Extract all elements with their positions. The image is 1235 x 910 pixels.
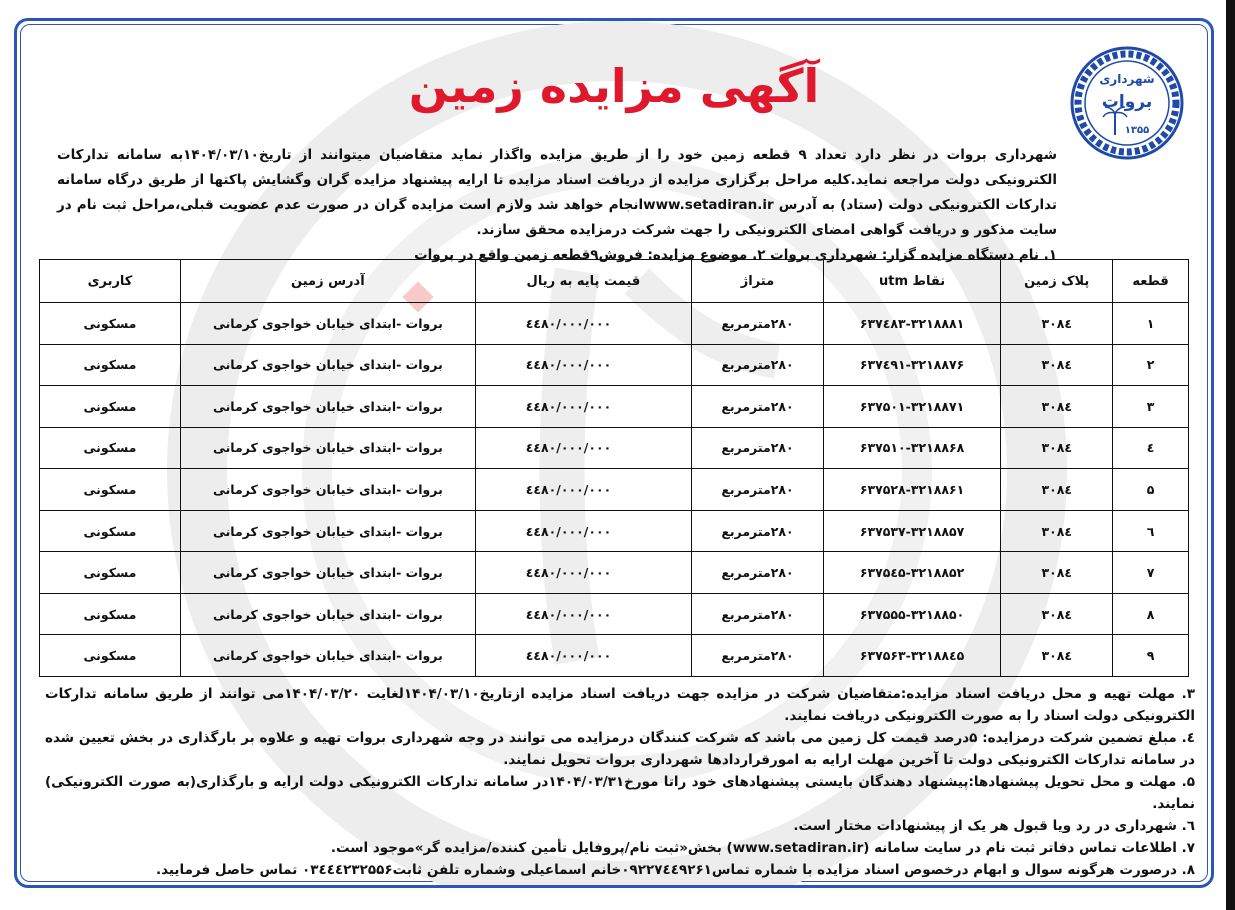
notes-section: [45, 683, 1195, 881]
cell-address: بروات -ابتدای خیابان خواجوی کرمانی: [180, 469, 475, 511]
cell-piece: ۵: [1113, 469, 1189, 511]
cell-utm: ۶۳۷۵۲۸-۳۲۱۸۸۶۱: [823, 469, 1000, 511]
table-row: [40, 552, 1189, 594]
cell-piece: ٦: [1113, 510, 1189, 552]
cell-usage: مسکونی: [40, 386, 181, 428]
header-utm: نقاط utm: [823, 260, 1000, 303]
cell-plaque: ۳۰۸٤: [1001, 635, 1113, 677]
cell-area: ۲۸۰مترمربع: [692, 469, 824, 511]
cell-usage: مسکونی: [40, 510, 181, 552]
land-table-container: [39, 259, 1189, 677]
cell-usage: مسکونی: [40, 344, 181, 386]
cell-plaque: ۳۰۸٤: [1001, 469, 1113, 511]
table-row: [40, 386, 1189, 428]
header-plaque: پلاک زمین: [1001, 260, 1113, 303]
table-row: [40, 635, 1189, 677]
note-item: ۵. مهلت و محل تحویل پیشنهادها:پیشنهاد دهندگان بایستی پیشنهادهای خود راتا مورخ۱۴۰۴/۰۳/۳۱در سامانه تدارکات الکترونیکی دولت ارایه و بارگذاری(به صورت الکترونیکی) نمایند.: [45, 774, 1195, 812]
cell-utm: ۶۳۷۵۱۰-۳۲۱۸۸۶۸: [823, 427, 1000, 469]
cell-piece: ۷: [1113, 552, 1189, 594]
cell-plaque: ۳۰۸٤: [1001, 303, 1113, 345]
notice-frame: [14, 18, 1214, 888]
cell-piece: ۲: [1113, 344, 1189, 386]
cell-price: ٤٤۸۰/۰۰۰/۰۰۰: [475, 427, 691, 469]
cell-plaque: ۳۰۸٤: [1001, 552, 1113, 594]
table-row: [40, 344, 1189, 386]
table-row: [40, 593, 1189, 635]
note-item: ۸. درصورت هرگونه سوال و ابهام درخصوص اسناد مزایده با شماره تماس۰۹۲۲۷٤٤۹۲۶۱خانم اسماعیلی وشماره تلفن ثابت۰۳٤٤٤۲۳۲۵۵۶ تماس حاصل فرمایید.: [156, 862, 1195, 878]
cell-address: بروات -ابتدای خیابان خواجوی کرمانی: [180, 427, 475, 469]
cell-price: ٤٤۸۰/۰۰۰/۰۰۰: [475, 386, 691, 428]
cell-price: ٤٤۸۰/۰۰۰/۰۰۰: [475, 593, 691, 635]
cell-plaque: ۳۰۸٤: [1001, 427, 1113, 469]
note-item: ٤. مبلغ تضمین شرکت درمزایده: ۵درصد قیمت کل زمین می باشد که شرکت کنندگان درمزایده می توانند در وجه شهرداری بروات تهیه و علاوه بر بارگذاری در بخش تعیین شده در سامانه تدارکات الکترونیکی دولت تا آخرین مهلت ارایه به امورقراردادها شهرداری بروات تحویل نمایند.: [45, 730, 1195, 768]
cell-price: ٤٤۸۰/۰۰۰/۰۰۰: [475, 469, 691, 511]
cell-price: ٤٤۸۰/۰۰۰/۰۰۰: [475, 635, 691, 677]
intro-paragraph: شهرداری بروات در نظر دارد تعداد ۹ قطعه زمین خود را از طریق مزایده واگذار نماید متقاضیان میتوانند از تاریخ۱۴۰۴/۰۳/۱۰به سامانه تدارکات الکترونیکی دولت مراجعه نماید.کلیه مراحل برگزاری مزایده از دریافت اسناد مزایده تا ارایه پیشنهاد مزایده گران وگشایش پاکتها از طریق درگاه سامانه تدارکات الکترونیکی دولت (ستاد) به آدرس www.setadiran.irانجام خواهد شد ولازم است مزایده گران در صورت عدم عضویت قبلی،مراحل ثبت نام در سایت مذکور و دریافت گواهی امضای الکترونیکی را جهت شرکت درمزایده محقق سازند.: [57, 147, 1058, 238]
table-row: [40, 510, 1189, 552]
cell-address: بروات -ابتدای خیابان خواجوی کرمانی: [180, 552, 475, 594]
cell-area: ۲۸۰مترمربع: [692, 386, 824, 428]
cell-area: ۲۸۰مترمربع: [692, 510, 824, 552]
logo-year-text: ۱۳۵۵: [1124, 125, 1150, 136]
page-edge-mark: [1226, 0, 1235, 910]
cell-piece: ۹: [1113, 635, 1189, 677]
cell-usage: مسکونی: [40, 427, 181, 469]
header-address: آدرس زمین: [180, 260, 475, 303]
cell-plaque: ۳۰۸٤: [1001, 386, 1113, 428]
cell-address: بروات -ابتدای خیابان خواجوی کرمانی: [180, 635, 475, 677]
cell-area: ۲۸۰مترمربع: [692, 593, 824, 635]
cell-utm: ۶۳۷٤۹۱-۳۲۱۸۸۷۶: [823, 344, 1000, 386]
cell-price: ٤٤۸۰/۰۰۰/۰۰۰: [475, 552, 691, 594]
table-row: [40, 303, 1189, 345]
cell-address: بروات -ابتدای خیابان خواجوی کرمانی: [180, 303, 475, 345]
cell-piece: ٤: [1113, 427, 1189, 469]
cell-piece: ۸: [1113, 593, 1189, 635]
cell-piece: ۱: [1113, 303, 1189, 345]
intro-paragraph: ۱. نام دستگاه مزایده گزار: شهرداری بروات ۲. موضوع مزایده: فروش۹قطعه زمین واقع در بروات: [414, 247, 1057, 263]
cell-area: ۲۸۰مترمربع: [692, 552, 824, 594]
cell-price: ٤٤۸۰/۰۰۰/۰۰۰: [475, 303, 691, 345]
cell-area: ۲۸۰مترمربع: [692, 344, 824, 386]
note-item: ۳. مهلت تهیه و محل دریافت اسناد مزایده:متقاضیان شرکت در مزایده جهت دریافت اسناد مزایده ازتاریخ۱۴۰۴/۰۳/۱۰لغایت ۱۴۰۴/۰۳/۲۰می توانند از طریق سامانه تدارکات الکترونیکی دولت اسناد را به صورت الکترونیکی دریافت نمایند.: [45, 686, 1195, 724]
cell-piece: ۳: [1113, 386, 1189, 428]
cell-utm: ۶۳۷٤۸۳-۳۲۱۸۸۸۱: [823, 303, 1000, 345]
cell-area: ۲۸۰مترمربع: [692, 635, 824, 677]
cell-plaque: ۳۰۸٤: [1001, 510, 1113, 552]
cell-price: ٤٤۸۰/۰۰۰/۰۰۰: [475, 510, 691, 552]
cell-usage: مسکونی: [40, 635, 181, 677]
table-row: [40, 469, 1189, 511]
cell-utm: ۶۳۷۵۵۵-۳۲۱۸۸۵۰: [823, 593, 1000, 635]
cell-address: بروات -ابتدای خیابان خواجوی کرمانی: [180, 510, 475, 552]
cell-utm: ۶۳۷۵۶۳-۳۲۱۸۸٤۵: [823, 635, 1000, 677]
cell-utm: ۶۳۷۵٤۵-۳۲۱۸۸۵۲: [823, 552, 1000, 594]
cell-address: بروات -ابتدای خیابان خواجوی کرمانی: [180, 593, 475, 635]
land-table: [39, 259, 1189, 677]
table-header-row: [40, 260, 1189, 303]
note-item: ٦. شهرداری در رد ویا قبول هر یک از پیشنهادات مختار است.: [793, 818, 1195, 834]
note-item: ۷. اطلاعات تماس دفاتر ثبت نام در سایت سامانه (www.setadiran.ir) بخش«ثبت نام/پروفایل تأمین کننده/مزایده گر»موجود است.: [330, 840, 1195, 856]
header-area: متراژ: [692, 260, 824, 303]
header-piece: قطعه: [1113, 260, 1189, 303]
cell-usage: مسکونی: [40, 552, 181, 594]
cell-utm: ۶۳۷۵۰۱-۳۲۱۸۸۷۱: [823, 386, 1000, 428]
cell-address: بروات -ابتدای خیابان خواجوی کرمانی: [180, 344, 475, 386]
cell-plaque: ۳۰۸٤: [1001, 344, 1113, 386]
header-usage: کاربری: [40, 260, 181, 303]
cell-area: ۲۸۰مترمربع: [692, 427, 824, 469]
cell-utm: ۶۳۷۵۳۷-۳۲۱۸۸۵۷: [823, 510, 1000, 552]
cell-area: ۲۸۰مترمربع: [692, 303, 824, 345]
cell-usage: مسکونی: [40, 303, 181, 345]
cell-usage: مسکونی: [40, 593, 181, 635]
cell-address: بروات -ابتدای خیابان خواجوی کرمانی: [180, 386, 475, 428]
cell-plaque: ۳۰۸٤: [1001, 593, 1113, 635]
logo-city-text: بروات: [1101, 92, 1153, 112]
cell-price: ٤٤۸۰/۰۰۰/۰۰۰: [475, 344, 691, 386]
logo-org-text: شهرداری: [1099, 72, 1155, 86]
cell-usage: مسکونی: [40, 469, 181, 511]
intro-text: [57, 143, 1057, 268]
table-row: [40, 427, 1189, 469]
header-base-price: قیمت پایه به ریال: [475, 260, 691, 303]
page-title: آگهی مزایده زمین: [408, 59, 820, 113]
